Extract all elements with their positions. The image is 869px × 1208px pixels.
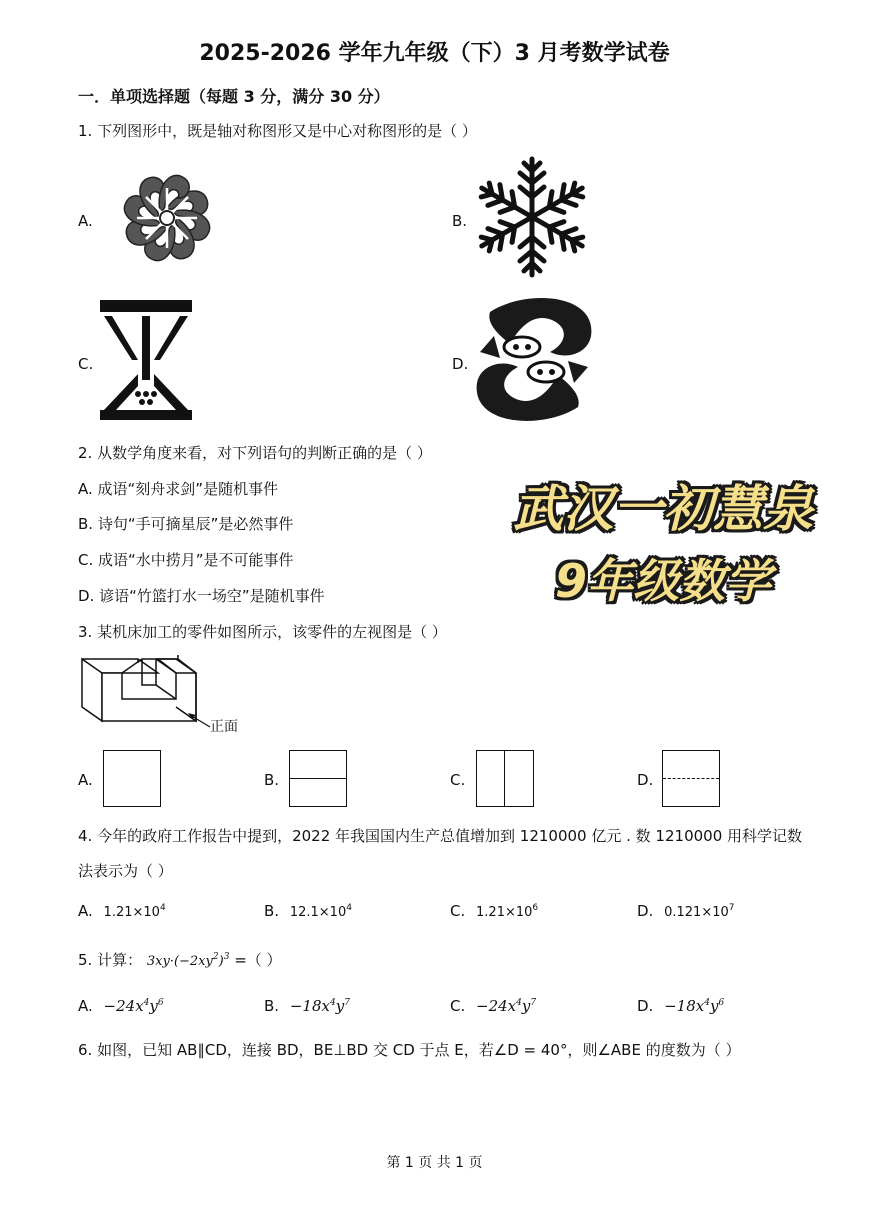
option-mantissa: 1.21×10 (103, 905, 160, 920)
q3-option-a-label: A. (78, 771, 93, 789)
option-exponent: 4 (159, 903, 166, 913)
q2-option-c: C. 成语“水中捞月”是不可能事件 (78, 551, 294, 569)
horizontal-line (290, 778, 346, 779)
option-exp-x: 4 (704, 998, 710, 1008)
option-y: y (335, 997, 345, 1015)
q3-option-b-label: B. (264, 771, 280, 789)
q4-option-b (264, 902, 352, 920)
q5-option-d (637, 997, 724, 1015)
question-6-stem: 6. 如图，已知 AB∥CD，连接 BD，BE⊥BD 交 CD 于点 E，若∠D = 40°，则∠ABE 的度数为（ ） (78, 1041, 741, 1059)
option-coef: −24x (476, 997, 517, 1015)
section-heading: 一．单项选择题（每题 3 分，满分 30 分） (78, 87, 390, 106)
q2-option-b: B. 诗句“手可摘星辰”是必然事件 (78, 515, 294, 533)
option-exp-y: 7 (344, 998, 350, 1008)
watermark-line1: 武汉一初慧泉 (513, 480, 813, 538)
option-coef: −18x (664, 997, 705, 1015)
q1-option-a-label: A. (78, 212, 93, 230)
view-option-a (103, 750, 161, 807)
option-label: A. (78, 997, 93, 1015)
option-coef: −18x (289, 997, 330, 1015)
view-option-b (289, 750, 347, 807)
page-footer: 第 1 页 共 1 页 (386, 1155, 483, 1171)
q1-option-d-label: D. (452, 355, 469, 373)
dashed-line (663, 778, 719, 779)
question-2-stem: 2. 从数学角度来看，对下列语句的判断正确的是（ ） (78, 444, 432, 462)
q5-option-b (264, 997, 350, 1015)
question-1-stem: 1. 下列图形中，既是轴对称图形又是中心对称图形的是（ ） (78, 122, 477, 140)
question-3-stem: 3. 某机床加工的零件如图所示，该零件的左视图是（ ） (78, 623, 447, 641)
q2-option-d: D. 谚语“竹篮打水一场空”是随机事件 (78, 587, 325, 605)
option-y: y (149, 997, 158, 1015)
q4-option-d (637, 902, 735, 920)
option-label: B. (264, 902, 280, 920)
option-mantissa: 1.21×10 (476, 905, 533, 920)
question-4-stem-line1: 4. 今年的政府工作报告中提到，2022 年我国国内生产总值增加到 1210000 亿元 . 数 1210000 用科学记数 (78, 827, 803, 845)
q5-exponent-2: 3 (223, 952, 230, 962)
q5-option-a (78, 997, 164, 1015)
q2-option-a: A. 成语“刻舟求剑”是随机事件 (78, 480, 279, 498)
option-exp-y: 7 (530, 998, 537, 1008)
watermark (488, 476, 838, 612)
option-mantissa: 0.121×10 (664, 905, 729, 920)
hourglass-icon (98, 298, 194, 422)
q1-option-b-label: B. (452, 212, 468, 230)
option-exp-y: 6 (718, 998, 725, 1008)
view-option-d (662, 750, 720, 807)
view-option-c (476, 750, 534, 807)
option-label: C. (450, 997, 466, 1015)
q4-option-a (78, 902, 166, 920)
birds-papercut-icon (470, 292, 598, 427)
q4-option-c (450, 902, 538, 920)
q5-expression-part1: 3xy·(−2xy (146, 954, 213, 969)
option-exponent: 7 (728, 903, 735, 913)
watermark-line2: 9年级数学 (554, 554, 771, 608)
option-label: D. (637, 997, 654, 1015)
q1-option-c-label: C. (78, 355, 94, 373)
q3-option-d-label: D. (637, 771, 654, 789)
option-label: D. (637, 902, 654, 920)
q3-option-c-label: C. (450, 771, 466, 789)
option-exp-x: 4 (143, 998, 150, 1008)
option-y: y (709, 997, 719, 1015)
q5-prefix: 5. 计算： (78, 951, 143, 969)
q5-expression-part2: ) (218, 954, 224, 969)
option-label: B. (264, 997, 280, 1015)
option-mantissa: 12.1×10 (289, 905, 347, 920)
q5-suffix: =（ ） (234, 951, 282, 969)
vertical-line (504, 751, 505, 806)
snowflake-icon (470, 155, 595, 280)
question-5-stem (78, 949, 282, 970)
front-label: 正面 (210, 719, 238, 735)
option-exponent: 4 (346, 903, 352, 913)
option-coef: −24x (103, 997, 144, 1015)
q5-exponent-1: 2 (212, 952, 219, 962)
option-label: C. (450, 902, 466, 920)
option-exp-x: 4 (516, 998, 522, 1008)
option-exp-x: 4 (329, 998, 336, 1008)
page-title: 2025-2026 学年九年级（下）3 月考数学试卷 (199, 41, 670, 66)
option-label: A. (78, 902, 93, 920)
flower-pinwheel-icon (98, 158, 236, 278)
option-y: y (521, 997, 531, 1015)
option-exponent: 6 (532, 903, 539, 913)
q5-option-c (450, 997, 536, 1015)
option-exp-y: 6 (157, 998, 164, 1008)
question-4-stem-line2: 法表示为（ ） (78, 862, 173, 880)
